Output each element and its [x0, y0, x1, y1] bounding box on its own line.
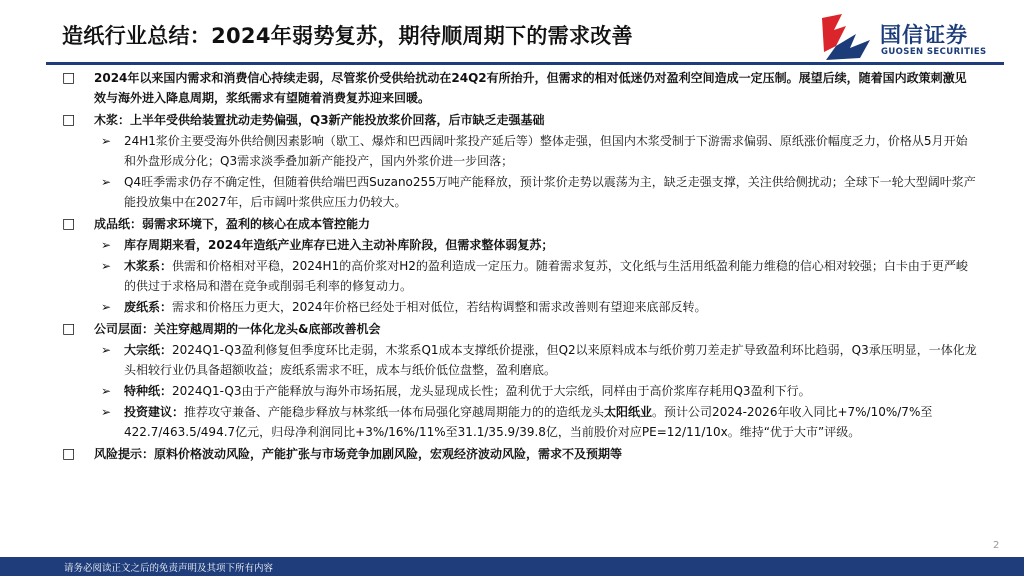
bullet-company-level [58, 319, 978, 339]
sub-bullet-lead: 特种纸： [124, 384, 173, 398]
sub-bullet-inventory-cycle [58, 235, 978, 255]
square-bullet-icon: □ [62, 112, 76, 128]
bullet-risk-warning [58, 444, 978, 464]
sub-bullet-specialty-paper [58, 381, 978, 401]
bullet-wood-pulp [58, 110, 978, 130]
company-logo [812, 12, 1012, 64]
arrow-bullet-icon: ➢ [101, 134, 112, 148]
page-number: 2 [993, 540, 1000, 551]
sub-bullet-pulp-h1 [58, 131, 978, 171]
footer-bar [0, 557, 1024, 576]
logo-name-en: GUOSEN SECURITIES [881, 47, 987, 57]
arrow-bullet-icon: ➢ [101, 259, 112, 273]
guosen-logo-icon [812, 12, 874, 62]
bullet-text: 木浆：上半年受供给装置扰动走势偏强，Q3新产能投放浆价回落，后市缺乏走强基础 [94, 113, 545, 127]
sub-bullet-text: 库存周期来看，2024年造纸产业库存已进入主动补库阶段，但需求整体弱复苏； [124, 238, 554, 252]
header-rule [46, 62, 1004, 65]
sub-bullet-bulk-paper [58, 340, 978, 380]
logo-name-cn: 国信证券 [880, 23, 968, 47]
bullet-text: 成品纸：弱需求环境下，盈利的核心在成本管控能力 [94, 217, 371, 231]
disclaimer-text: 请务必阅读正文之后的免责声明及其项下所有内容 [64, 563, 274, 574]
sub-bullet-investment-advice [58, 402, 978, 442]
arrow-bullet-icon: ➢ [101, 238, 112, 252]
sub-bullet-text: 推荐攻守兼备、产能稳步释放与林浆纸一体布局强化穿越周期能力的的造纸龙头 [184, 405, 605, 419]
sub-bullet-text: 2024Q1-Q3盈利修复但季度环比走弱，木浆系Q1成本支撑纸价提涨，但Q2以来原料成本与纸价剪刀差走扩导致盈利环比趋弱，Q3承压明显，一体化龙头相较行业仍具备超额收益；废纸系需求不旺，成本与纸价低位盘整，盈利磨底。 [124, 343, 977, 377]
arrow-bullet-icon: ➢ [101, 384, 112, 398]
square-bullet-icon: □ [62, 446, 76, 462]
sub-bullet-lead: 木浆系： [124, 259, 173, 273]
bullet-text: 2024年以来国内需求和消费信心持续走弱，尽管浆价受供给扰动在24Q2有所抬升，但需求的相对低迷仍对盈利空间造成一定压制。展望后续，随着国内政策刺激见效与海外进入降息周期，浆纸需求有望随着消费复苏迎来回暖。 [94, 71, 967, 105]
sub-bullet-waste-paper [58, 297, 978, 317]
sub-bullet-text: Q4旺季需求仍存不确定性，但随着供给端巴西Suzano255万吨产能释放，预计浆价走势以震荡为主，缺乏走强支撑，关注供给侧扰动；全球下一轮大型阔叶浆产能投放集中在2027年，后市阔叶浆供应压力仍较大。 [124, 175, 976, 209]
bullet-text: 风险提示：原料价格波动风险，产能扩张与市场竞争加剧风险，宏观经济波动风险，需求不及预期等 [94, 447, 623, 461]
arrow-bullet-icon: ➢ [101, 300, 112, 314]
sub-bullet-lead: 废纸系： [124, 300, 173, 314]
sub-bullet-text: 供需和价格相对平稳，2024H1的高价浆对H2的盈利造成一定压力。随着需求复苏，文化纸与生活用纸盈利能力维稳的信心相对较强；白卡由于更严峻的供过于求格局和潜在竞争或削弱毛利率的修复动力。 [124, 259, 968, 293]
bullet-demand-outlook [58, 68, 978, 108]
sub-bullet-lead: 大宗纸： [124, 343, 173, 357]
sub-bullet-lead: 投资建议： [124, 405, 185, 419]
company-name: 太阳纸业 [604, 405, 653, 419]
sub-bullet-text: 。预计公司2024-2026年收入同比+7%/10%/7%至422.7/463.5/494.7亿元，归母净利润同比+3%/16%/11%至31.1/35.9/39.8亿，当前股价对应PE=12/11/10x。维持“优于大市”评级。 [124, 405, 933, 439]
bullet-finished-paper [58, 214, 978, 234]
sub-bullet-pulp-q4 [58, 172, 978, 212]
arrow-bullet-icon: ➢ [101, 175, 112, 189]
sub-bullet-wood-pulp-paper [58, 256, 978, 296]
slide-header [0, 0, 1024, 62]
bullet-text: 公司层面：关注穿越周期的一体化龙头&底部改善机会 [94, 322, 381, 336]
sub-bullet-text: 24H1浆价主要受海外供给侧因素影响（歇工、爆炸和巴西阔叶浆投产延后等）整体走强，但国内木浆受制于下游需求偏弱、原纸涨价幅度乏力，价格从5月开始和外盘形成分化；Q3需求淡季叠加新产能投产，国内外浆价进一步回落； [124, 134, 968, 168]
square-bullet-icon: □ [62, 70, 76, 86]
arrow-bullet-icon: ➢ [101, 343, 112, 357]
bullet-list [58, 66, 978, 464]
sub-bullet-text: 需求和价格压力更大，2024年价格已经处于相对低位，若结构调整和需求改善则有望迎来底部反转。 [172, 300, 707, 314]
square-bullet-icon: □ [62, 216, 76, 232]
slide-title: 造纸行业总结：2024年弱势复苏，期待顺周期下的需求改善 [62, 24, 633, 48]
square-bullet-icon: □ [62, 321, 76, 337]
sub-bullet-text: 2024Q1-Q3由于产能释放与海外市场拓展，龙头显现成长性；盈利优于大宗纸，同样由于高价浆库存耗用Q3盈利下行。 [172, 384, 811, 398]
arrow-bullet-icon: ➢ [101, 405, 112, 419]
